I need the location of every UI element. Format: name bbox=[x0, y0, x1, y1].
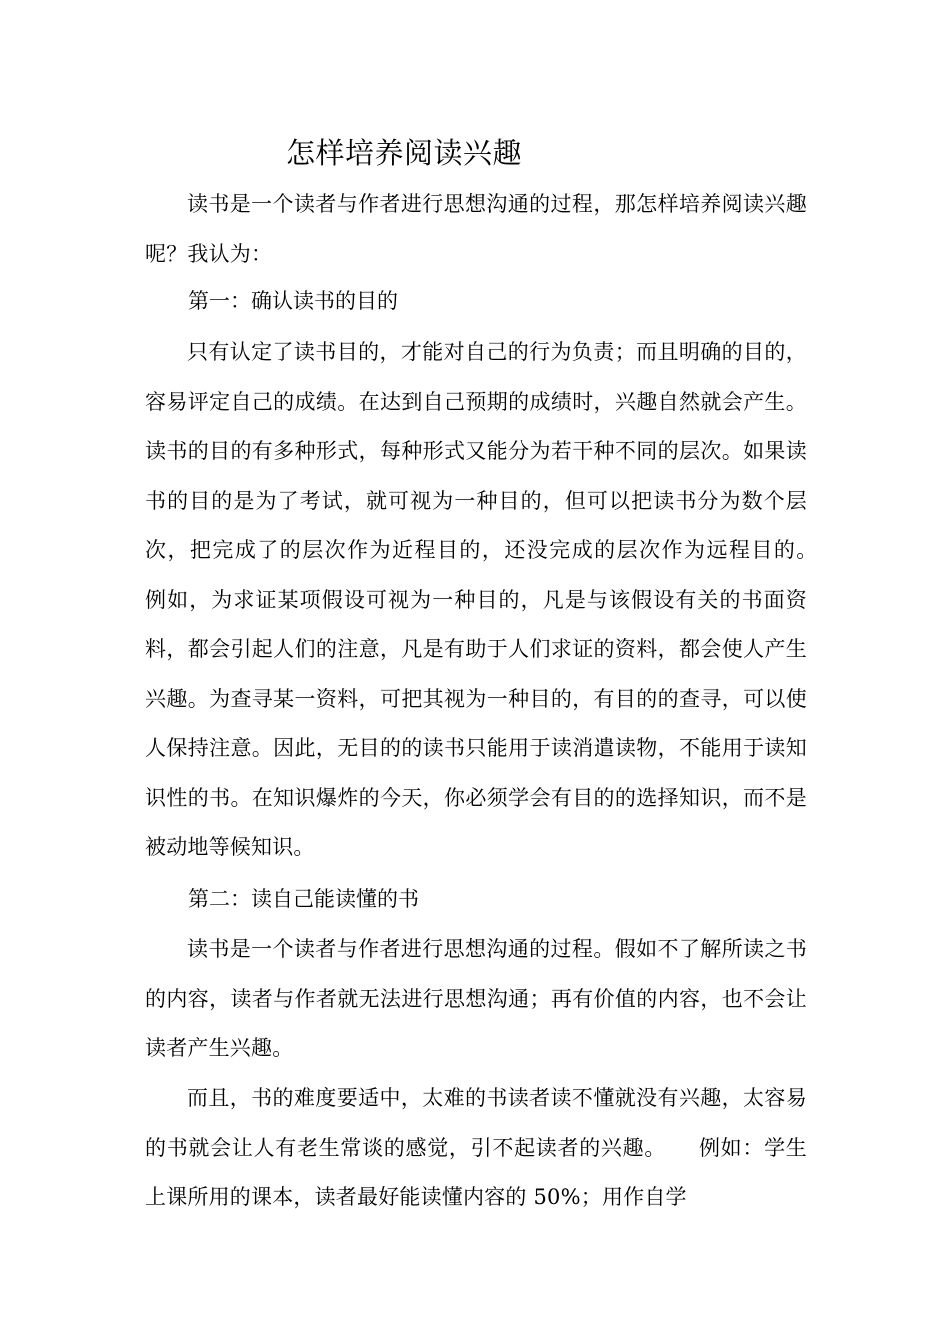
document-title: 怎样培养阅读兴趣 bbox=[286, 136, 523, 170]
understanding-paragraph: 读书是一个读者与作者进行思想沟通的过程。假如不了解所读之书的内容，读者与作者就无法进行思想沟通；再有价值的内容，也不会让读者产生兴趣。 bbox=[145, 937, 807, 1060]
difficulty-paragraph: 而且，书的难度要适中，太难的书读者读不懂就没有兴趣，太容易的书就会让人有老生常谈的感觉，引不起读者的兴趣。 例如：学生上课所用的课本，读者最好能读懂内容的 50%；用作自学 bbox=[145, 1086, 807, 1209]
section-heading-first: 第一：确认读书的目的 bbox=[188, 289, 398, 313]
purpose-paragraph: 只有认定了读书目的，才能对自己的行为负责；而且明确的目的，容易评定自己的成绩。在达到自己预期的成绩时，兴趣自然就会产生。读书的目的有多种形式，每种形式又能分为若干种不同的层次。如果读书的目的是为了考试，就可视为一种目的，但可以把读书分为数个层次，把完成了的层次作为近程目的，还没完成的层次作为远程目的。 例如，为求证某项假设可视为一种目的，凡是与该假设有关的书面资料，都会引起人们的注意，凡是有助于人们求证的资料，都会使人产生兴趣。为查寻某一资料，可把其视为一种目的，有目的的查寻，可以使人保持注意。因此，无目的的读书只能用于读消遣读物，不能用于读知识性的书。在知识爆炸的今天，你必须学会有目的的选择知识，而不是被动地等候知识。 bbox=[145, 340, 850, 859]
section-heading-second: 第二：读自己能读懂的书 bbox=[188, 887, 419, 911]
intro-paragraph: 读书是一个读者与作者进行思想沟通的过程，那怎样培养阅读兴趣呢？我认为： bbox=[145, 192, 807, 266]
